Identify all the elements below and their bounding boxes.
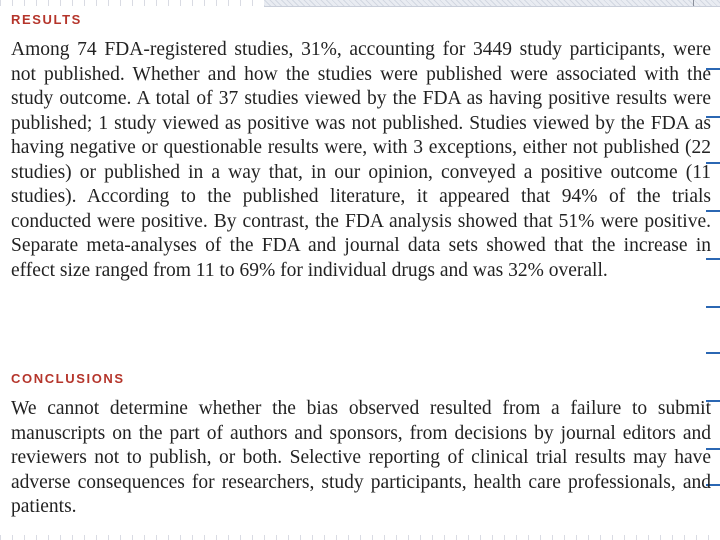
margin-mark	[706, 306, 720, 308]
conclusions-paragraph: We cannot determine whether the bias observed resulted from a failure to submit manuscripts on the part of authors and sponsors, from decisions by journal editors and reviewers not to publish, or both. Selective reporting of clinical trial results may have adverse consequences for researchers, study participants, health care professionals, and patients.	[11, 398, 711, 517]
bottom-border-dots	[0, 535, 720, 540]
results-paragraph: Among 74 FDA-registered studies, 31%, accounting for 3449 study participants, were not published. Whether and how the studies were published were associated with the study outcome. A total of 37 studies viewed by the FDA as having positive results were published; 1 study viewed as positive was not published. Studies viewed by the FDA as having negative or questionable results were, with 3 exceptions, either not published (22 studies) or published in a way that, in our opinion, conveyed a positive outcome (11 studies). According to the published literature, it appeared that 94% of the trials conducted were positive. By contrast, the FDA analysis showed that 51% were positive. Separate meta-analyses of the FDA and journal data sets showed that the increase in effect size ranged from 11 to 69% for individual drugs and was 32% overall.	[11, 39, 711, 281]
conclusions-heading: CONCLUSIONS	[11, 371, 125, 386]
panel-tick-mark	[693, 0, 694, 6]
top-header-panel	[264, 0, 720, 7]
top-border-dots	[0, 0, 262, 6]
margin-mark	[706, 352, 720, 354]
results-heading: RESULTS	[11, 12, 82, 27]
